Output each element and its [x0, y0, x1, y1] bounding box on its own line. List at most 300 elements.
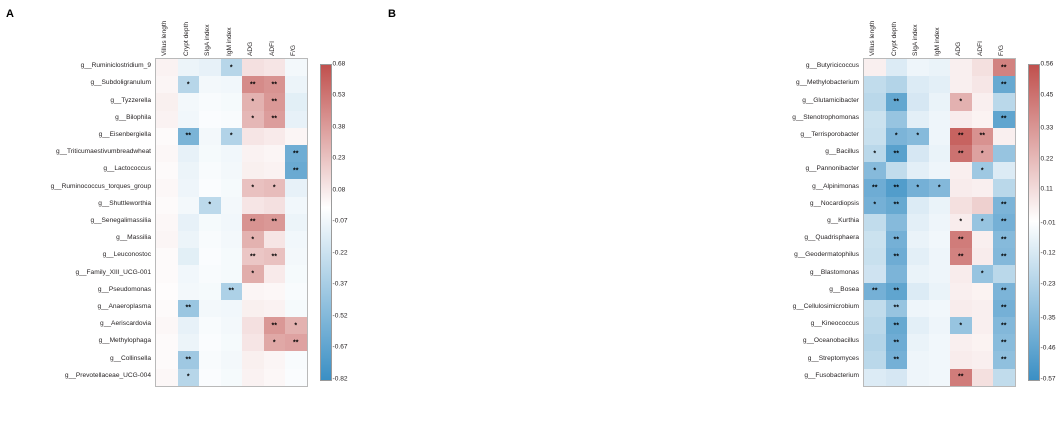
heatmap-cell — [950, 248, 972, 265]
significance-star: * — [980, 150, 984, 158]
heatmap-cell — [907, 283, 929, 300]
heatmap-cell — [886, 231, 908, 248]
significance-star: ** — [893, 98, 899, 106]
heatmap-cell — [178, 265, 200, 282]
heatmap-cell — [950, 300, 972, 317]
heatmap-cell — [950, 317, 972, 334]
heatmap-cell — [907, 334, 929, 351]
heatmap-cell — [242, 93, 264, 110]
heatmap-cell — [221, 334, 243, 351]
row-label: g__Massilia — [116, 234, 151, 242]
significance-star: * — [251, 236, 255, 244]
significance-star: * — [873, 167, 877, 175]
column-header: ADG — [247, 41, 255, 56]
heatmap-cell — [264, 334, 286, 351]
heatmap-cell — [929, 248, 951, 265]
heatmap-cell — [156, 59, 178, 76]
heatmap-cell — [929, 317, 951, 334]
heatmap-cell — [929, 145, 951, 162]
row-label: g__Geodermatophilus — [794, 251, 859, 259]
heatmap-cell — [178, 300, 200, 317]
significance-star: * — [251, 115, 255, 123]
heatmap-cell — [907, 265, 929, 282]
heatmap-cell — [993, 197, 1015, 214]
row-label: g__Pseudomonas — [97, 285, 151, 293]
heatmap-cell — [886, 248, 908, 265]
heatmap-cell — [156, 214, 178, 231]
row-label: g__Tyzzerella — [110, 96, 151, 104]
heatmap-cell — [285, 351, 307, 368]
heatmap-cell — [886, 283, 908, 300]
heatmap-cell — [156, 334, 178, 351]
significance-star: * — [229, 133, 233, 141]
heatmap-cell — [264, 197, 286, 214]
heatmap-cell — [993, 231, 1015, 248]
heatmap-cell — [264, 162, 286, 179]
heatmap-cell — [950, 179, 972, 196]
heatmap-cell — [972, 214, 994, 231]
heatmap-cell — [264, 214, 286, 231]
colorbar-tick-label: 0.68 — [332, 60, 346, 68]
colorbar-tick-label: -0.57 — [1040, 375, 1056, 383]
significance-star: * — [937, 184, 941, 192]
colorbar-tick-label: 0.33 — [1040, 124, 1054, 132]
row-label: g__Methylophaga — [98, 337, 151, 345]
heatmap-cell — [285, 76, 307, 93]
row-label: g__Terrisporobacter — [800, 131, 859, 138]
heatmap-cell — [993, 111, 1015, 128]
row-label: g__Kurthia — [827, 217, 859, 224]
heatmap-cell — [199, 111, 221, 128]
heatmap-cell — [285, 248, 307, 265]
heatmap-cell — [156, 248, 178, 265]
heatmap-cell — [221, 179, 243, 196]
heatmap-cell — [864, 59, 886, 76]
row-label: g__Alpinimonas — [812, 182, 859, 190]
significance-star: ** — [872, 184, 878, 192]
heatmap-cell — [864, 145, 886, 162]
heatmap-cell — [929, 128, 951, 145]
heatmap-cell — [242, 317, 264, 334]
heatmap-cell — [264, 93, 286, 110]
heatmap-cell — [950, 369, 972, 386]
significance-star: ** — [250, 253, 256, 261]
heatmap-cell — [264, 179, 286, 196]
heatmap-cell — [950, 197, 972, 214]
significance-star: * — [916, 184, 920, 192]
significance-star: ** — [1001, 115, 1007, 123]
significance-star: ** — [1001, 287, 1007, 295]
significance-star: ** — [872, 287, 878, 295]
heatmap-cell — [178, 179, 200, 196]
significance-star: * — [873, 150, 877, 158]
row-label: g__Ruminococcus_torques_group — [50, 182, 151, 190]
heatmap-cell — [264, 265, 286, 282]
heatmap-cell — [950, 334, 972, 351]
heatmap-cell — [907, 93, 929, 110]
row-label: g__Blastomonas — [809, 268, 859, 276]
colorbar-tick-label: 0.08 — [332, 186, 346, 194]
significance-star: * — [959, 98, 963, 106]
heatmap-cell — [864, 214, 886, 231]
heatmap-cell — [264, 351, 286, 368]
heatmap-cell — [950, 59, 972, 76]
colorbar-tick-label: -0.46 — [1040, 344, 1056, 352]
heatmap-cell — [178, 76, 200, 93]
heatmap-cell — [285, 317, 307, 334]
significance-star: ** — [893, 150, 899, 158]
heatmap-cell — [242, 300, 264, 317]
heatmap-cell — [264, 76, 286, 93]
row-label: g__Butyricicoccus — [805, 62, 859, 70]
significance-star: ** — [958, 373, 964, 381]
heatmap-cell — [864, 76, 886, 93]
row-label: g__Glutamicibacter — [802, 96, 859, 104]
row-label: g__Fusobacterium — [804, 371, 859, 379]
heatmap-cell — [907, 76, 929, 93]
heatmap-cell — [993, 145, 1015, 162]
row-label: g__Triticumaestivumbreadwheat — [55, 148, 151, 156]
heatmap-cell — [907, 214, 929, 231]
column-header: IgM index — [933, 27, 941, 56]
heatmap-cell — [178, 351, 200, 368]
heatmap-cell — [242, 111, 264, 128]
heatmap-matrix — [155, 58, 308, 387]
heatmap-cell — [178, 317, 200, 334]
column-headers — [155, 0, 306, 58]
heatmap-cell — [907, 179, 929, 196]
colorbar-tick-label: -0.12 — [1040, 249, 1056, 257]
panel-a — [0, 0, 354, 432]
heatmap-cell — [886, 128, 908, 145]
column-header: ADFI — [976, 40, 984, 56]
heatmap-cell — [178, 283, 200, 300]
heatmap-cell — [221, 145, 243, 162]
heatmap-cell — [907, 317, 929, 334]
heatmap-cell — [221, 248, 243, 265]
heatmap-cell — [264, 231, 286, 248]
heatmap-cell — [972, 334, 994, 351]
colorbar-tick-label: -0.37 — [332, 280, 348, 288]
heatmap-cell — [199, 76, 221, 93]
heatmap-cell — [993, 300, 1015, 317]
colorbar-tick-label: -0.67 — [332, 343, 348, 351]
significance-star: ** — [1001, 305, 1007, 313]
row-label: g__Prevotellaceae_UCG-004 — [64, 371, 151, 379]
significance-star: ** — [1001, 81, 1007, 89]
row-label: g__Cellulosimicrobium — [792, 303, 859, 310]
heatmap-cell — [907, 162, 929, 179]
heatmap-cell — [864, 334, 886, 351]
heatmap-cell — [178, 145, 200, 162]
heatmap-cell — [929, 197, 951, 214]
colorbar-tick-label: 0.45 — [1040, 91, 1054, 99]
panel-b-label: B — [388, 8, 396, 20]
heatmap-cell — [242, 351, 264, 368]
heatmap-cell — [199, 162, 221, 179]
heatmap-cell — [950, 76, 972, 93]
heatmap-cell — [178, 369, 200, 386]
significance-star: * — [894, 133, 898, 141]
heatmap-cell — [178, 334, 200, 351]
heatmap-cell — [864, 300, 886, 317]
heatmap-cell — [264, 283, 286, 300]
significance-star: ** — [1001, 339, 1007, 347]
column-header: Villus length — [869, 20, 877, 56]
heatmap-cell — [950, 265, 972, 282]
heatmap-cell — [993, 248, 1015, 265]
heatmap-cell — [221, 197, 243, 214]
colorbar — [320, 60, 348, 383]
heatmap-cell — [886, 59, 908, 76]
heatmap-cell — [886, 265, 908, 282]
significance-star: ** — [293, 150, 299, 158]
significance-star: * — [251, 184, 255, 192]
heatmap-cell — [929, 59, 951, 76]
heatmap-cell — [907, 128, 929, 145]
significance-star: ** — [893, 184, 899, 192]
heatmap-cell — [929, 111, 951, 128]
significance-star: ** — [893, 305, 899, 313]
heatmap-cell — [156, 351, 178, 368]
heatmap-cell — [907, 197, 929, 214]
heatmap-cell — [886, 300, 908, 317]
heatmap-cell — [221, 265, 243, 282]
significance-star: * — [272, 184, 276, 192]
heatmap-cell — [950, 111, 972, 128]
heatmap-cell — [950, 128, 972, 145]
significance-star: * — [959, 219, 963, 227]
heatmap-cell — [199, 128, 221, 145]
heatmap-cell — [156, 231, 178, 248]
heatmap-cell — [242, 59, 264, 76]
heatmap-cell — [221, 231, 243, 248]
heatmap-cell — [156, 265, 178, 282]
colorbar-tick-label: -0.07 — [332, 217, 348, 225]
significance-star: ** — [958, 133, 964, 141]
heatmap-cell — [929, 351, 951, 368]
heatmap-cell — [864, 162, 886, 179]
significance-star: ** — [1001, 322, 1007, 330]
heatmap-cell — [178, 111, 200, 128]
significance-star: ** — [893, 287, 899, 295]
heatmap-cell — [285, 214, 307, 231]
heatmap-cell — [156, 145, 178, 162]
heatmap-cell — [972, 231, 994, 248]
heatmap-cell — [264, 248, 286, 265]
colorbar-tick-label: 0.53 — [332, 91, 346, 99]
heatmap-cell — [264, 59, 286, 76]
significance-star: * — [186, 81, 190, 89]
heatmap-cell — [972, 111, 994, 128]
heatmap-cell — [993, 76, 1015, 93]
row-label: g__Senegalimassilia — [90, 217, 151, 224]
heatmap-cell — [156, 76, 178, 93]
heatmap-cell — [972, 197, 994, 214]
heatmap-cell — [929, 93, 951, 110]
heatmap-cell — [864, 128, 886, 145]
heatmap-cell — [221, 300, 243, 317]
heatmap-cell — [929, 231, 951, 248]
significance-star: ** — [1001, 64, 1007, 72]
panel-b — [354, 0, 1056, 432]
heatmap-cell — [907, 351, 929, 368]
heatmap-cell — [242, 76, 264, 93]
significance-star: ** — [250, 81, 256, 89]
significance-star: * — [980, 270, 984, 278]
heatmap-cell — [907, 111, 929, 128]
heatmap-cell — [929, 265, 951, 282]
row-label: g__Shuttleworthia — [98, 199, 151, 207]
heatmap-cell — [156, 162, 178, 179]
significance-star: ** — [893, 322, 899, 330]
row-label: g__Methylobacterium — [795, 79, 859, 87]
heatmap-cell — [864, 111, 886, 128]
heatmap-cell — [156, 128, 178, 145]
heatmap-cell — [950, 214, 972, 231]
heatmap-cell — [864, 179, 886, 196]
significance-star: ** — [271, 322, 277, 330]
column-header: Crypt depth — [182, 21, 190, 56]
heatmap-cell — [907, 300, 929, 317]
colorbar-tick-label: -0.82 — [332, 375, 348, 383]
significance-star: ** — [185, 356, 191, 364]
heatmap-cell — [199, 248, 221, 265]
heatmap-cell — [864, 317, 886, 334]
heatmap-cell — [264, 317, 286, 334]
heatmap-cell — [929, 214, 951, 231]
heatmap-cell — [972, 145, 994, 162]
heatmap-cell — [993, 317, 1015, 334]
significance-star: * — [873, 201, 877, 209]
heatmap-cell — [972, 300, 994, 317]
heatmap-cell — [864, 197, 886, 214]
heatmap-cell — [907, 145, 929, 162]
panel-a-label: A — [6, 8, 14, 20]
heatmap-cell — [993, 179, 1015, 196]
heatmap-cell — [178, 214, 200, 231]
significance-star: ** — [250, 219, 256, 227]
row-label: g__Subdoligranulum — [90, 79, 151, 87]
colorbar-tick-label: 0.23 — [332, 154, 346, 162]
heatmap-cell — [972, 283, 994, 300]
heatmap-cell — [221, 128, 243, 145]
heatmap-cell — [199, 93, 221, 110]
heatmap-cell — [156, 179, 178, 196]
row-labels — [5, 58, 151, 385]
row-label: g__Eisenbergiella — [98, 131, 151, 138]
heatmap-cell — [199, 283, 221, 300]
heatmap-cell — [907, 59, 929, 76]
row-label: g__Streptomyces — [807, 354, 859, 362]
heatmap-cell — [886, 351, 908, 368]
heatmap-cell — [178, 128, 200, 145]
significance-star: ** — [958, 150, 964, 158]
heatmap-cell — [907, 231, 929, 248]
significance-star: ** — [228, 287, 234, 295]
heatmap-cell — [242, 145, 264, 162]
heatmap-cell — [178, 248, 200, 265]
colorbar-tick-label: -0.35 — [1040, 314, 1056, 321]
heatmap-cell — [864, 369, 886, 386]
significance-star: ** — [271, 81, 277, 89]
heatmap-cell — [156, 93, 178, 110]
column-header: ADFI — [268, 40, 276, 56]
heatmap-cell — [242, 179, 264, 196]
heatmap-cell — [929, 179, 951, 196]
heatmap-cell — [929, 283, 951, 300]
column-header: F/G — [998, 45, 1006, 56]
heatmap-cell — [199, 214, 221, 231]
significance-star: ** — [293, 167, 299, 175]
significance-star: ** — [979, 133, 985, 141]
heatmap-cell — [199, 145, 221, 162]
colorbar-tick-label: 0.22 — [1040, 155, 1054, 163]
heatmap-cell — [886, 369, 908, 386]
heatmap-cell — [950, 283, 972, 300]
heatmap-cell — [199, 59, 221, 76]
heatmap-cell — [907, 248, 929, 265]
significance-star: * — [959, 322, 963, 330]
significance-star: ** — [893, 236, 899, 244]
colorbar-tick-label: 0.56 — [1040, 60, 1054, 68]
heatmap-cell — [221, 351, 243, 368]
significance-star: ** — [293, 339, 299, 347]
significance-star: ** — [185, 305, 191, 313]
heatmap-cell — [285, 300, 307, 317]
heatmap-cell — [199, 265, 221, 282]
heatmap-cell — [242, 283, 264, 300]
row-labels — [713, 58, 859, 385]
heatmap-cell — [285, 93, 307, 110]
heatmap-cell — [264, 369, 286, 386]
heatmap-cell — [221, 111, 243, 128]
heatmap-cell — [178, 197, 200, 214]
heatmap-cell — [972, 128, 994, 145]
column-headers — [863, 0, 1014, 58]
significance-star: ** — [1001, 201, 1007, 209]
heatmap-cell — [285, 265, 307, 282]
row-label: g__Family_XIII_UCG-001 — [75, 268, 151, 276]
heatmap-cell — [972, 59, 994, 76]
heatmap-cell — [221, 76, 243, 93]
heatmap-cell — [929, 300, 951, 317]
heatmap-cell — [221, 283, 243, 300]
row-label: g__Leuconostoc — [102, 251, 151, 259]
row-label: g__Collinsella — [109, 354, 151, 362]
heatmap-cell — [972, 369, 994, 386]
heatmap-cell — [264, 128, 286, 145]
heatmap-cell — [221, 317, 243, 334]
heatmap-cell — [178, 162, 200, 179]
heatmap-cell — [993, 59, 1015, 76]
heatmap-cell — [199, 351, 221, 368]
heatmap-cell — [199, 197, 221, 214]
heatmap-cell — [972, 162, 994, 179]
colorbar-tick-label: -0.52 — [332, 312, 348, 320]
heatmap-cell — [886, 214, 908, 231]
heatmap-cell — [242, 265, 264, 282]
heatmap-cell — [178, 231, 200, 248]
heatmap-cell — [264, 111, 286, 128]
heatmap-cell — [285, 369, 307, 386]
heatmap-cell — [242, 248, 264, 265]
heatmap-cell — [285, 197, 307, 214]
heatmap-cell — [993, 214, 1015, 231]
colorbar-tick-label: -0.01 — [1040, 219, 1056, 227]
row-label: g__Pannonibacter — [805, 165, 859, 173]
heatmap-cell — [242, 334, 264, 351]
